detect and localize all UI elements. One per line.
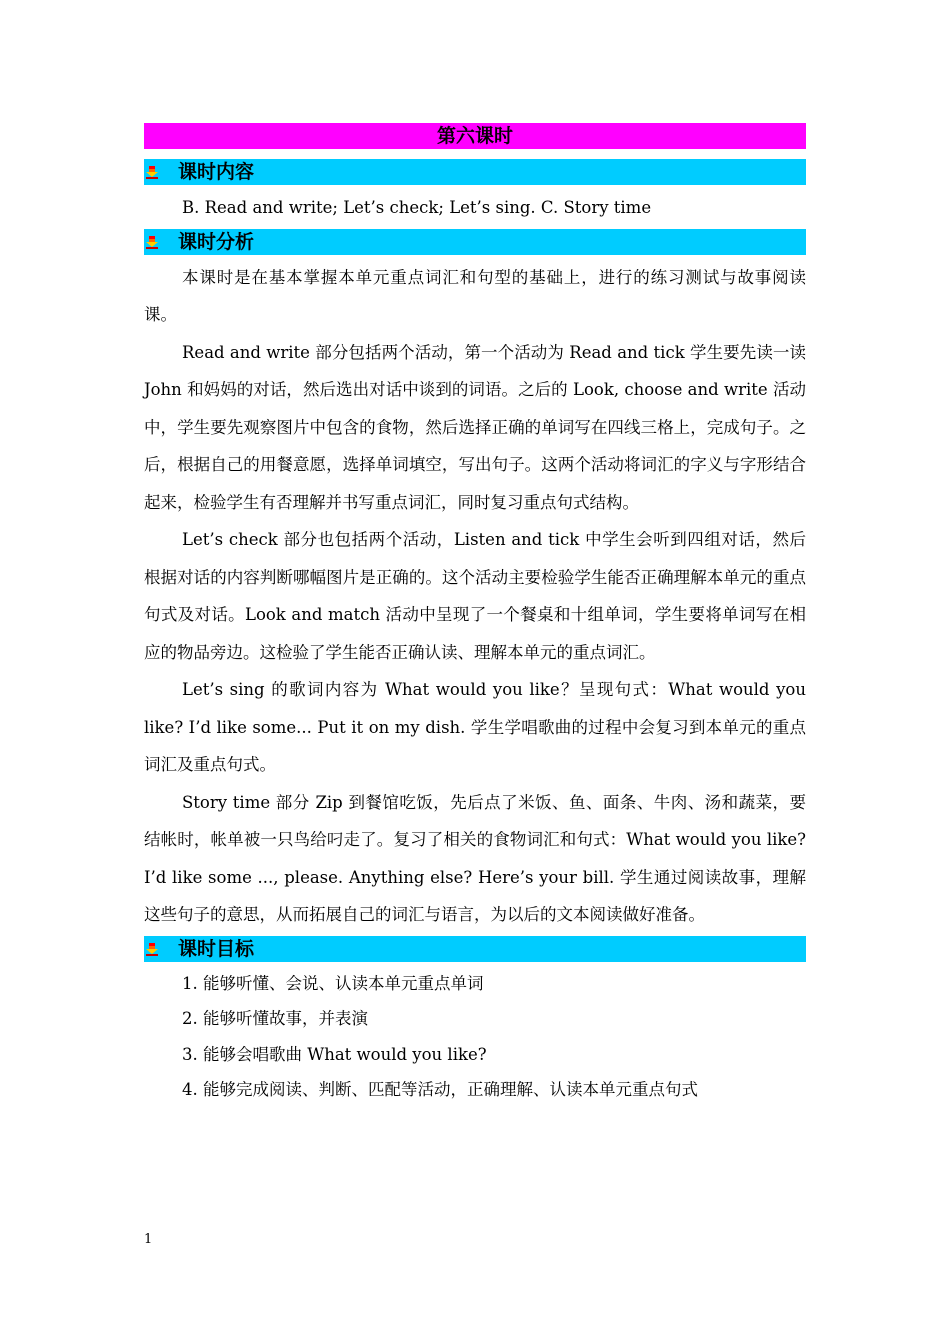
analysis-paragraph: Read and write 部分包括两个活动，第一个活动为 Read and tick 学生要先读一读 John 和妈妈的对话，然后选出对话中谈到的词语。之后的 Look, choose and write 活动中，学生要先观察图片中包含的食物，然后选择正确的单词写在四线三格上，完成句子。之后，根据自己的用餐意愿，选择单词填空，写出句子。这两个活动将词汇的字义与字形结合起来，检验学生有否理解并书写重点词汇，同时复习重点句式结构。 (144, 342, 806, 512)
content-paragraph: B. Read and write; Let’s check; Let’s sing. C. Story time (182, 198, 652, 217)
section-heading-objectives (144, 936, 806, 962)
objective-item: 2. 能够听懂故事，并表演 (182, 1009, 368, 1028)
section-heading-content (144, 159, 806, 185)
analysis-paragraph: Let’s sing 的歌词内容为 What would you like？呈现句式：What would you like? I’d like some... Put it on my dish. 学生学唱歌曲的过程中会复习到本单元的重点词汇及重点句式。 (144, 680, 806, 774)
section-heading-text: 课时目标 (178, 937, 255, 960)
section-heading-text: 课时分析 (178, 230, 255, 253)
objective-item: 3. 能够会唱歌曲 What would you like? (182, 1044, 487, 1064)
arrow-bullet-icon (146, 236, 158, 249)
analysis-paragraph: Story time 部分 Zip 到餐馆吃饭，先后点了米饭、鱼、面条、牛肉、汤和蔬菜，要结帐时，帐单被一只鸟给叼走了。复习了相关的食物词汇和句式：What would you like? I’d like some ..., please. Anything else? Here’s your bill. 学生通过阅读故事，理解这些句子的意思，从而拓展自己的词汇与语言，为以后的文本阅读做好准备。 (144, 792, 806, 924)
section-heading-analysis (144, 229, 806, 255)
objective-item: 4. 能够完成阅读、判断、匹配等活动，正确理解、认读本单元重点句式 (182, 1080, 698, 1099)
objective-item: 1. 能够听懂、会说、认读本单元重点单词 (182, 973, 484, 993)
arrow-bullet-icon (146, 166, 158, 179)
lesson-title: 第六课时 (144, 123, 806, 149)
analysis-paragraph: 本课时是在基本掌握本单元重点词汇和句型的基础上，进行的练习测试与故事阅读课。 (144, 267, 806, 324)
document-page (144, 123, 806, 1108)
page-number: 1 (144, 1232, 153, 1247)
analysis-paragraph: Let’s check 部分也包括两个活动，Listen and tick 中学生会听到四组对话，然后根据对话的内容判断哪幅图片是正确的。这个活动主要检验学生能否正确理解本单元的重点句式及对话。Look and match 活动中呈现了一个餐桌和十组单词，学生要将单词写在相应的物品旁边。这检验了学生能否正确认读、理解本单元的重点词汇。 (144, 530, 806, 662)
arrow-bullet-icon (146, 943, 158, 956)
section-heading-text: 课时内容 (178, 161, 255, 183)
